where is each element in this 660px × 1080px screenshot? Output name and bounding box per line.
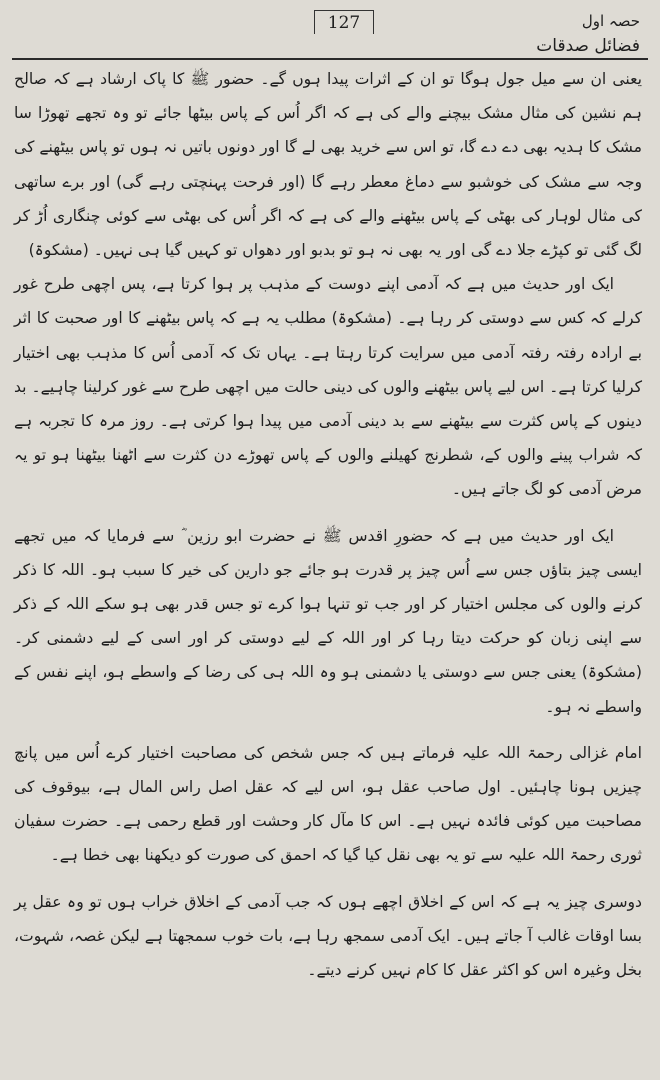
paragraph-2: ایک اور حدیث میں ہے کہ آدمی اپنے دوست کے مذہب پر ہوا کرتا ہے، پس اچھی طرح غور کرلے کہ کس سے دوستی کر رہا ہے۔ (مشکوۃ) مطلب یہ ہے کہ پاس بیٹھنے کا اور صحبت کا اثر بے ارادہ رفتہ رفتہ آدمی میں سرایت کرتا رہتا ہے۔ یہاں تک کہ آدمی اُس کا مذہب بھی اختیار کرلیا کرتا ہے۔ اس لیے پاس بیٹھنے والوں کی دینی حالت میں اچھی طرح سے غور کرلینا چاہیے۔ بد دینوں کے پاس کثرت سے بیٹھنے سے بد دینی آدمی میں پیدا ہوا کرتی ہے۔ روز مرہ کا تجربہ ہے کہ شراب پینے والوں کے، شطرنج کھیلنے والوں کے پاس تھوڑے دن کثرت سے اٹھنا بیٹھنا ہو تو یہ مرض آدمی کو لگ جاتے ہیں۔ <box>14 275 642 499</box>
book-title: فضائل صدقات <box>536 36 640 56</box>
paragraph-4: امام غزالی رحمۃ اللہ علیہ فرماتے ہیں کہ جس شخص کی مصاحبت اختیار کرے اُس میں پانچ چیزیں ہونا چاہئیں۔ اول صاحب عقل ہو، اس لیے کہ عقل اصل راس المال ہے، بیوقوف کی مصاحبت میں کوئی فائدہ نہیں ہے۔ اس کا مآل کار وحشت اور قطع رحمی ہے۔ حضرت سفیان ثوری رحمۃ اللہ علیہ سے تو یہ بھی نقل کیا گیا کہ احمق کی صورت کو دیکھنا بھی خطا ہے۔ <box>14 743 642 865</box>
paragraph-5: دوسری چیز یہ ہے کہ اس کے اخلاق اچھے ہوں کہ جب آدمی کے اخلاق خراب ہوں تو وہ عقل پر بسا اوقات غالب آ جاتے ہیں۔ ایک آدمی سمجھ رہا ہے، بات خوب سمجھتا ہے لیکن غصہ، شہوت، بخل وغیرہ اس کو اکثر عقل کا کام نہیں کرنے دیتے۔ <box>14 892 642 980</box>
paragraph-3: ایک اور حدیث میں ہے کہ حضورِ اقدس ﷺ نے حضرت ابو رزین ؓ سے فرمایا کہ میں تجھے ایسی چیز بتاؤں جس سے اُس چیز پر قدرت ہو جائے جو دارین کی خیر کا سبب ہو۔ اللہ کا ذکر کرنے والوں کی مجلس اختیار کر اور جب تو تنہا ہوا کرے تو جس قدر بھی ہو سکے اللہ کے ذکر سے اپنی زبان کو حرکت دیتا رہا کر اور اللہ کے لیے دوستی کر اور اسی کے لیے دشمنی کر۔ (مشکوۃ) یعنی جس سے دوستی یا دشمنی ہو وہ اللہ ہی کی رضا کے واسطے ہو، اپنے نفس کے واسطے نہ ہو۔ <box>14 526 642 716</box>
page-header <box>0 0 660 60</box>
paragraph-1: یعنی ان سے میل جول ہوگا تو ان کے اثرات پیدا ہوں گے۔ حضور ﷺ کا پاک ارشاد ہے کہ صالح ہم نشین کی مثال مشک بیچنے والے کی ہے کہ اگر اُس کے پاس بیٹھا جائے تو وہ تجھے تھوڑا سا مشک کا ہدیہ بھی دے دے گا، تو اس سے خرید بھی لے گا اور دونوں باتیں نہ ہوں تو پاس بیٹھنے کی وجہ سے مشک کی خوشبو سے دماغ معطر رہے گا (اور فرحت پہنچتی رہے گی) اور برے ساتھی کی مثال لوہار کی بھٹی کے پاس بیٹھنے والے کی ہے کہ اگر اُس کی بھٹی سے کوئی چنگاری اُڑ کر لگ گئی تو کپڑے جلا دے گی اور یہ بھی نہ ہو تو بدبو اور دھواں تو کہیں گیا ہی نہیں۔ (مشکوۃ) <box>14 70 642 260</box>
section-label: حصہ اول <box>581 12 640 30</box>
header-rule <box>12 58 648 60</box>
page-number: 127 <box>314 10 374 34</box>
page-body <box>14 62 642 1070</box>
